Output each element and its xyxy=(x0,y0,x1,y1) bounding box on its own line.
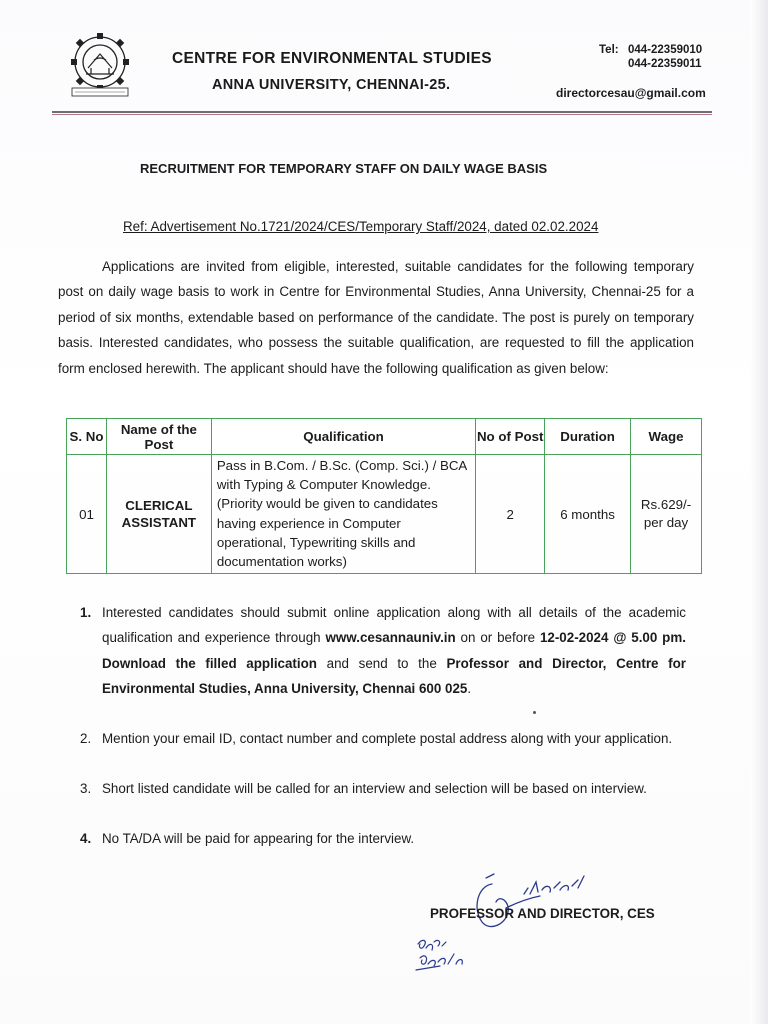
header-wage: Wage xyxy=(631,419,702,455)
page-edge-shadow xyxy=(750,0,768,1024)
telephone-line-1 xyxy=(599,44,702,56)
list-item-text: Mention your email ID, contact number and complete postal address along with your application. xyxy=(102,731,673,746)
header-qualification: Qualification xyxy=(211,419,475,455)
cell-post-name: CLERICAL ASSISTANT xyxy=(106,455,211,574)
tel-number-1: 044-22359010 xyxy=(628,44,703,56)
org-name: CENTRE FOR ENVIRONMENTAL STUDIES xyxy=(172,50,492,67)
instruction-text: and send to the xyxy=(316,655,447,671)
reference-line: Ref: Advertisement No.1721/2024/CES/Temporary Staff/2024, dated 02.02.2024 xyxy=(123,219,599,234)
header-divider-accent xyxy=(52,114,712,115)
scan-speck xyxy=(533,711,536,714)
header-no-of-post: No of Post xyxy=(476,419,545,455)
tel-label: Tel: xyxy=(599,44,619,56)
list-item-text xyxy=(102,600,686,702)
cell-no-of-post: 2 xyxy=(476,455,545,574)
header-duration: Duration xyxy=(545,419,631,455)
vacancy-table xyxy=(66,418,702,574)
website-link-text: www.cesannauniv.in xyxy=(325,630,456,646)
university-name: ANNA UNIVERSITY, CHENNAI-25. xyxy=(212,77,451,93)
table-row xyxy=(67,455,702,574)
postal-address-text: Professor and Director, Centre for Environmental Studies, Anna University, Chennai 600 025 xyxy=(102,655,686,697)
list-number: 1. xyxy=(80,605,92,620)
contact-email: directorcesau@gmail.com xyxy=(556,86,706,100)
instruction-text: Interested candidates should submit online application along with all details of the academic qualification and experience through xyxy=(102,605,686,646)
list-number: 4. xyxy=(80,831,92,846)
list-number: 2. xyxy=(80,731,92,746)
deadline-text: 12-02-2024 @ 5.00 pm. Download the filled application xyxy=(102,630,686,671)
header-divider xyxy=(52,111,712,113)
notice-title: RECRUITMENT FOR TEMPORARY STAFF ON DAILY WAGE BASIS xyxy=(140,161,548,176)
handwritten-signature xyxy=(466,864,596,934)
cell-qualification: Pass in B.Com. / B.Sc. (Comp. Sci.) / BCA with Typing & Computer Knowledge. (Priority would be given to candidates having experience in Computer operational, Typewriting skills and documentation works) xyxy=(211,455,475,574)
list-item-text: No TA/DA will be paid for appearing for the interview. xyxy=(102,831,415,846)
instruction-text: . xyxy=(467,681,472,697)
signatory-designation: PROFESSOR AND DIRECTOR, CES xyxy=(430,906,655,921)
anna-university-logo xyxy=(62,32,138,98)
cell-wage: Rs.629/- per day xyxy=(631,455,702,574)
handwritten-initials xyxy=(412,934,478,978)
header-sno: S. No xyxy=(67,419,107,455)
instruction-text: on or before xyxy=(455,630,540,646)
table-header-row xyxy=(67,419,702,455)
header-post-name: Name of the Post xyxy=(106,419,211,455)
list-number: 3. xyxy=(80,781,92,796)
list-item-text: Short listed candidate will be called for an interview and selection will be based on interview. xyxy=(102,781,647,796)
tel-number-2: 044-22359011 xyxy=(628,58,702,70)
intro-paragraph: Applications are invited from eligible, interested, suitable candidates for the following temporary post on daily wage basis to work in Centre for Environmental Studies, Anna University, Chennai-25 for a period of six months, extendable based on performance of the candidate. The post is purely on temporary basis. Interested candidates, who possess the suitable qualification, are requested to fill the application form enclosed herewith. The applicant should have the following qualification as given below: xyxy=(58,259,694,376)
cell-duration: 6 months xyxy=(545,455,631,574)
cell-sno: 01 xyxy=(67,455,107,574)
